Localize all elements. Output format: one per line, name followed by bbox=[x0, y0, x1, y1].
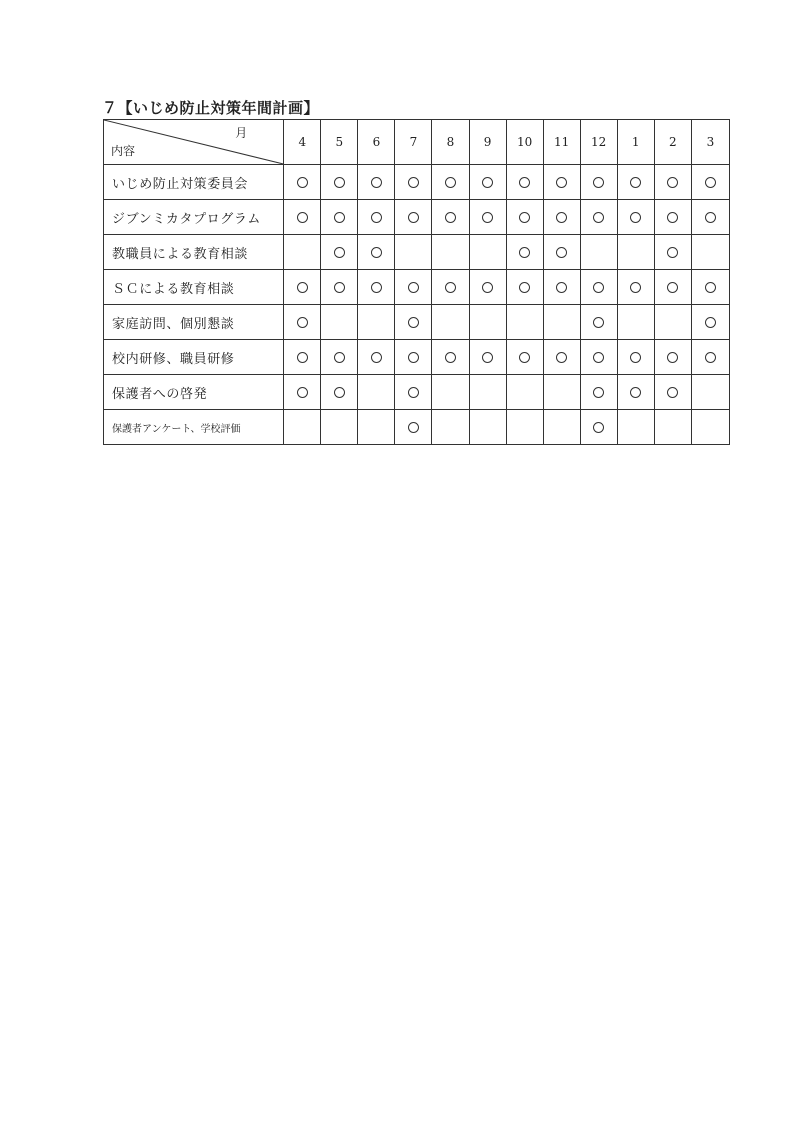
schedule-cell bbox=[543, 410, 580, 445]
schedule-cell bbox=[284, 235, 321, 270]
scheduled-mark-icon bbox=[408, 282, 419, 293]
scheduled-mark-icon bbox=[705, 317, 716, 328]
schedule-cell bbox=[358, 375, 395, 410]
schedule-cell bbox=[580, 410, 617, 445]
schedule-cell bbox=[617, 200, 654, 235]
scheduled-mark-icon bbox=[630, 177, 641, 188]
schedule-cell bbox=[395, 165, 432, 200]
scheduled-mark-icon bbox=[445, 282, 456, 293]
schedule-cell bbox=[654, 270, 691, 305]
scheduled-mark-icon bbox=[556, 282, 567, 293]
schedule-cell bbox=[654, 340, 691, 375]
schedule-cell bbox=[506, 235, 543, 270]
schedule-cell bbox=[580, 270, 617, 305]
schedule-cell bbox=[432, 410, 469, 445]
scheduled-mark-icon bbox=[593, 212, 604, 223]
schedule-cell bbox=[617, 270, 654, 305]
month-header: 10 bbox=[506, 120, 543, 165]
schedule-cell bbox=[654, 305, 691, 340]
schedule-cell bbox=[617, 305, 654, 340]
schedule-cell bbox=[506, 200, 543, 235]
section-heading: ７【いじめ防止対策年間計画】 bbox=[102, 99, 320, 117]
scheduled-mark-icon bbox=[556, 247, 567, 258]
scheduled-mark-icon bbox=[297, 282, 308, 293]
table-row bbox=[104, 375, 730, 410]
schedule-cell bbox=[580, 375, 617, 410]
scheduled-mark-icon bbox=[519, 282, 530, 293]
scheduled-mark-icon bbox=[334, 282, 345, 293]
schedule-cell bbox=[506, 340, 543, 375]
schedule-cell bbox=[543, 165, 580, 200]
activity-label: いじめ防止対策委員会 bbox=[104, 165, 284, 200]
schedule-cell bbox=[469, 270, 506, 305]
scheduled-mark-icon bbox=[482, 177, 493, 188]
schedule-cell bbox=[580, 305, 617, 340]
scheduled-mark-icon bbox=[705, 282, 716, 293]
scheduled-mark-icon bbox=[482, 352, 493, 363]
schedule-cell bbox=[543, 235, 580, 270]
scheduled-mark-icon bbox=[408, 177, 419, 188]
schedule-cell bbox=[580, 235, 617, 270]
scheduled-mark-icon bbox=[445, 352, 456, 363]
schedule-cell bbox=[432, 165, 469, 200]
schedule-cell bbox=[580, 200, 617, 235]
schedule-cell bbox=[321, 410, 358, 445]
month-header: 7 bbox=[395, 120, 432, 165]
activity-label: 教職員による教育相談 bbox=[104, 235, 284, 270]
scheduled-mark-icon bbox=[408, 422, 419, 433]
schedule-cell bbox=[358, 165, 395, 200]
table-row bbox=[104, 305, 730, 340]
scheduled-mark-icon bbox=[408, 317, 419, 328]
schedule-cell bbox=[432, 235, 469, 270]
scheduled-mark-icon bbox=[371, 212, 382, 223]
schedule-cell bbox=[358, 340, 395, 375]
schedule-cell bbox=[432, 375, 469, 410]
schedule-cell bbox=[691, 305, 729, 340]
schedule-cell bbox=[617, 410, 654, 445]
table-row bbox=[104, 235, 730, 270]
scheduled-mark-icon bbox=[371, 177, 382, 188]
scheduled-mark-icon bbox=[482, 282, 493, 293]
schedule-cell bbox=[395, 305, 432, 340]
schedule-cell bbox=[617, 375, 654, 410]
schedule-cell bbox=[284, 270, 321, 305]
scheduled-mark-icon bbox=[297, 317, 308, 328]
month-header: 5 bbox=[321, 120, 358, 165]
activity-label: 保護者への啓発 bbox=[104, 375, 284, 410]
schedule-cell bbox=[469, 340, 506, 375]
activity-label: 家庭訪問、個別懇談 bbox=[104, 305, 284, 340]
scheduled-mark-icon bbox=[334, 247, 345, 258]
scheduled-mark-icon bbox=[593, 317, 604, 328]
schedule-cell bbox=[654, 410, 691, 445]
schedule-cell bbox=[691, 235, 729, 270]
scheduled-mark-icon bbox=[630, 387, 641, 398]
scheduled-mark-icon bbox=[667, 177, 678, 188]
month-header: 6 bbox=[358, 120, 395, 165]
schedule-cell bbox=[543, 270, 580, 305]
schedule-cell bbox=[654, 200, 691, 235]
scheduled-mark-icon bbox=[630, 282, 641, 293]
scheduled-mark-icon bbox=[334, 387, 345, 398]
schedule-cell bbox=[284, 410, 321, 445]
activity-label: 保護者アンケート、学校評価 bbox=[104, 410, 284, 445]
scheduled-mark-icon bbox=[593, 387, 604, 398]
scheduled-mark-icon bbox=[593, 422, 604, 433]
month-header: 3 bbox=[691, 120, 729, 165]
schedule-cell bbox=[506, 270, 543, 305]
scheduled-mark-icon bbox=[705, 177, 716, 188]
schedule-cell bbox=[469, 305, 506, 340]
schedule-cell bbox=[654, 235, 691, 270]
scheduled-mark-icon bbox=[593, 282, 604, 293]
scheduled-mark-icon bbox=[667, 352, 678, 363]
scheduled-mark-icon bbox=[297, 387, 308, 398]
schedule-cell bbox=[432, 200, 469, 235]
schedule-cell bbox=[358, 200, 395, 235]
schedule-cell bbox=[469, 200, 506, 235]
schedule-cell bbox=[321, 165, 358, 200]
schedule-cell bbox=[432, 270, 469, 305]
scheduled-mark-icon bbox=[334, 352, 345, 363]
table-row bbox=[104, 270, 730, 305]
schedule-cell bbox=[432, 305, 469, 340]
schedule-cell bbox=[321, 270, 358, 305]
schedule-cell bbox=[691, 270, 729, 305]
schedule-cell bbox=[654, 165, 691, 200]
scheduled-mark-icon bbox=[519, 352, 530, 363]
annual-plan-table bbox=[103, 119, 730, 445]
scheduled-mark-icon bbox=[519, 177, 530, 188]
schedule-cell bbox=[321, 340, 358, 375]
month-header: 2 bbox=[654, 120, 691, 165]
schedule-cell bbox=[395, 200, 432, 235]
schedule-cell bbox=[358, 270, 395, 305]
scheduled-mark-icon bbox=[371, 282, 382, 293]
scheduled-mark-icon bbox=[334, 177, 345, 188]
scheduled-mark-icon bbox=[445, 212, 456, 223]
scheduled-mark-icon bbox=[593, 352, 604, 363]
scheduled-mark-icon bbox=[482, 212, 493, 223]
scheduled-mark-icon bbox=[667, 282, 678, 293]
schedule-cell bbox=[691, 410, 729, 445]
table-row bbox=[104, 200, 730, 235]
schedule-cell bbox=[654, 375, 691, 410]
schedule-cell bbox=[321, 305, 358, 340]
scheduled-mark-icon bbox=[408, 387, 419, 398]
scheduled-mark-icon bbox=[445, 177, 456, 188]
header-row bbox=[104, 120, 730, 165]
month-header: 12 bbox=[580, 120, 617, 165]
schedule-cell bbox=[358, 235, 395, 270]
schedule-cell bbox=[358, 410, 395, 445]
schedule-cell bbox=[395, 340, 432, 375]
scheduled-mark-icon bbox=[556, 352, 567, 363]
schedule-cell bbox=[691, 375, 729, 410]
scheduled-mark-icon bbox=[371, 352, 382, 363]
schedule-cell bbox=[284, 340, 321, 375]
schedule-cell bbox=[284, 305, 321, 340]
schedule-cell bbox=[543, 375, 580, 410]
scheduled-mark-icon bbox=[334, 212, 345, 223]
month-header: 9 bbox=[469, 120, 506, 165]
scheduled-mark-icon bbox=[519, 247, 530, 258]
content-label: 内容 bbox=[111, 144, 136, 158]
schedule-cell bbox=[691, 165, 729, 200]
schedule-cell bbox=[580, 165, 617, 200]
activity-label: ＳＣによる教育相談 bbox=[104, 270, 284, 305]
scheduled-mark-icon bbox=[297, 212, 308, 223]
schedule-cell bbox=[543, 340, 580, 375]
scheduled-mark-icon bbox=[705, 352, 716, 363]
scheduled-mark-icon bbox=[667, 387, 678, 398]
month-label: 月 bbox=[235, 126, 248, 140]
scheduled-mark-icon bbox=[705, 212, 716, 223]
schedule-cell bbox=[358, 305, 395, 340]
schedule-cell bbox=[395, 375, 432, 410]
schedule-cell bbox=[506, 305, 543, 340]
scheduled-mark-icon bbox=[630, 212, 641, 223]
schedule-cell bbox=[506, 165, 543, 200]
schedule-cell bbox=[617, 235, 654, 270]
scheduled-mark-icon bbox=[371, 247, 382, 258]
scheduled-mark-icon bbox=[667, 247, 678, 258]
schedule-cell bbox=[395, 270, 432, 305]
schedule-cell bbox=[469, 375, 506, 410]
schedule-cell bbox=[469, 165, 506, 200]
schedule-cell bbox=[543, 305, 580, 340]
schedule-cell bbox=[395, 235, 432, 270]
scheduled-mark-icon bbox=[408, 352, 419, 363]
schedule-cell bbox=[321, 200, 358, 235]
month-header: 11 bbox=[543, 120, 580, 165]
scheduled-mark-icon bbox=[630, 352, 641, 363]
schedule-cell bbox=[506, 375, 543, 410]
table-row bbox=[104, 410, 730, 445]
scheduled-mark-icon bbox=[519, 212, 530, 223]
month-header: 1 bbox=[617, 120, 654, 165]
activity-label: ジブンミカタプログラム bbox=[104, 200, 284, 235]
schedule-cell bbox=[543, 200, 580, 235]
schedule-cell bbox=[321, 235, 358, 270]
schedule-cell bbox=[284, 200, 321, 235]
schedule-cell bbox=[469, 235, 506, 270]
schedule-cell bbox=[506, 410, 543, 445]
scheduled-mark-icon bbox=[556, 212, 567, 223]
scheduled-mark-icon bbox=[667, 212, 678, 223]
schedule-cell bbox=[617, 340, 654, 375]
schedule-cell bbox=[580, 340, 617, 375]
schedule-cell bbox=[432, 340, 469, 375]
schedule-cell bbox=[284, 375, 321, 410]
schedule-cell bbox=[691, 340, 729, 375]
table-row bbox=[104, 165, 730, 200]
schedule-cell bbox=[395, 410, 432, 445]
schedule-cell bbox=[321, 375, 358, 410]
schedule-cell bbox=[469, 410, 506, 445]
scheduled-mark-icon bbox=[593, 177, 604, 188]
scheduled-mark-icon bbox=[556, 177, 567, 188]
scheduled-mark-icon bbox=[297, 352, 308, 363]
schedule-cell bbox=[691, 200, 729, 235]
scheduled-mark-icon bbox=[297, 177, 308, 188]
scheduled-mark-icon bbox=[408, 212, 419, 223]
corner-header-cell bbox=[104, 120, 284, 165]
schedule-cell bbox=[284, 165, 321, 200]
month-header: 8 bbox=[432, 120, 469, 165]
table-row bbox=[104, 340, 730, 375]
schedule-cell bbox=[617, 165, 654, 200]
activity-label: 校内研修、職員研修 bbox=[104, 340, 284, 375]
month-header: 4 bbox=[284, 120, 321, 165]
